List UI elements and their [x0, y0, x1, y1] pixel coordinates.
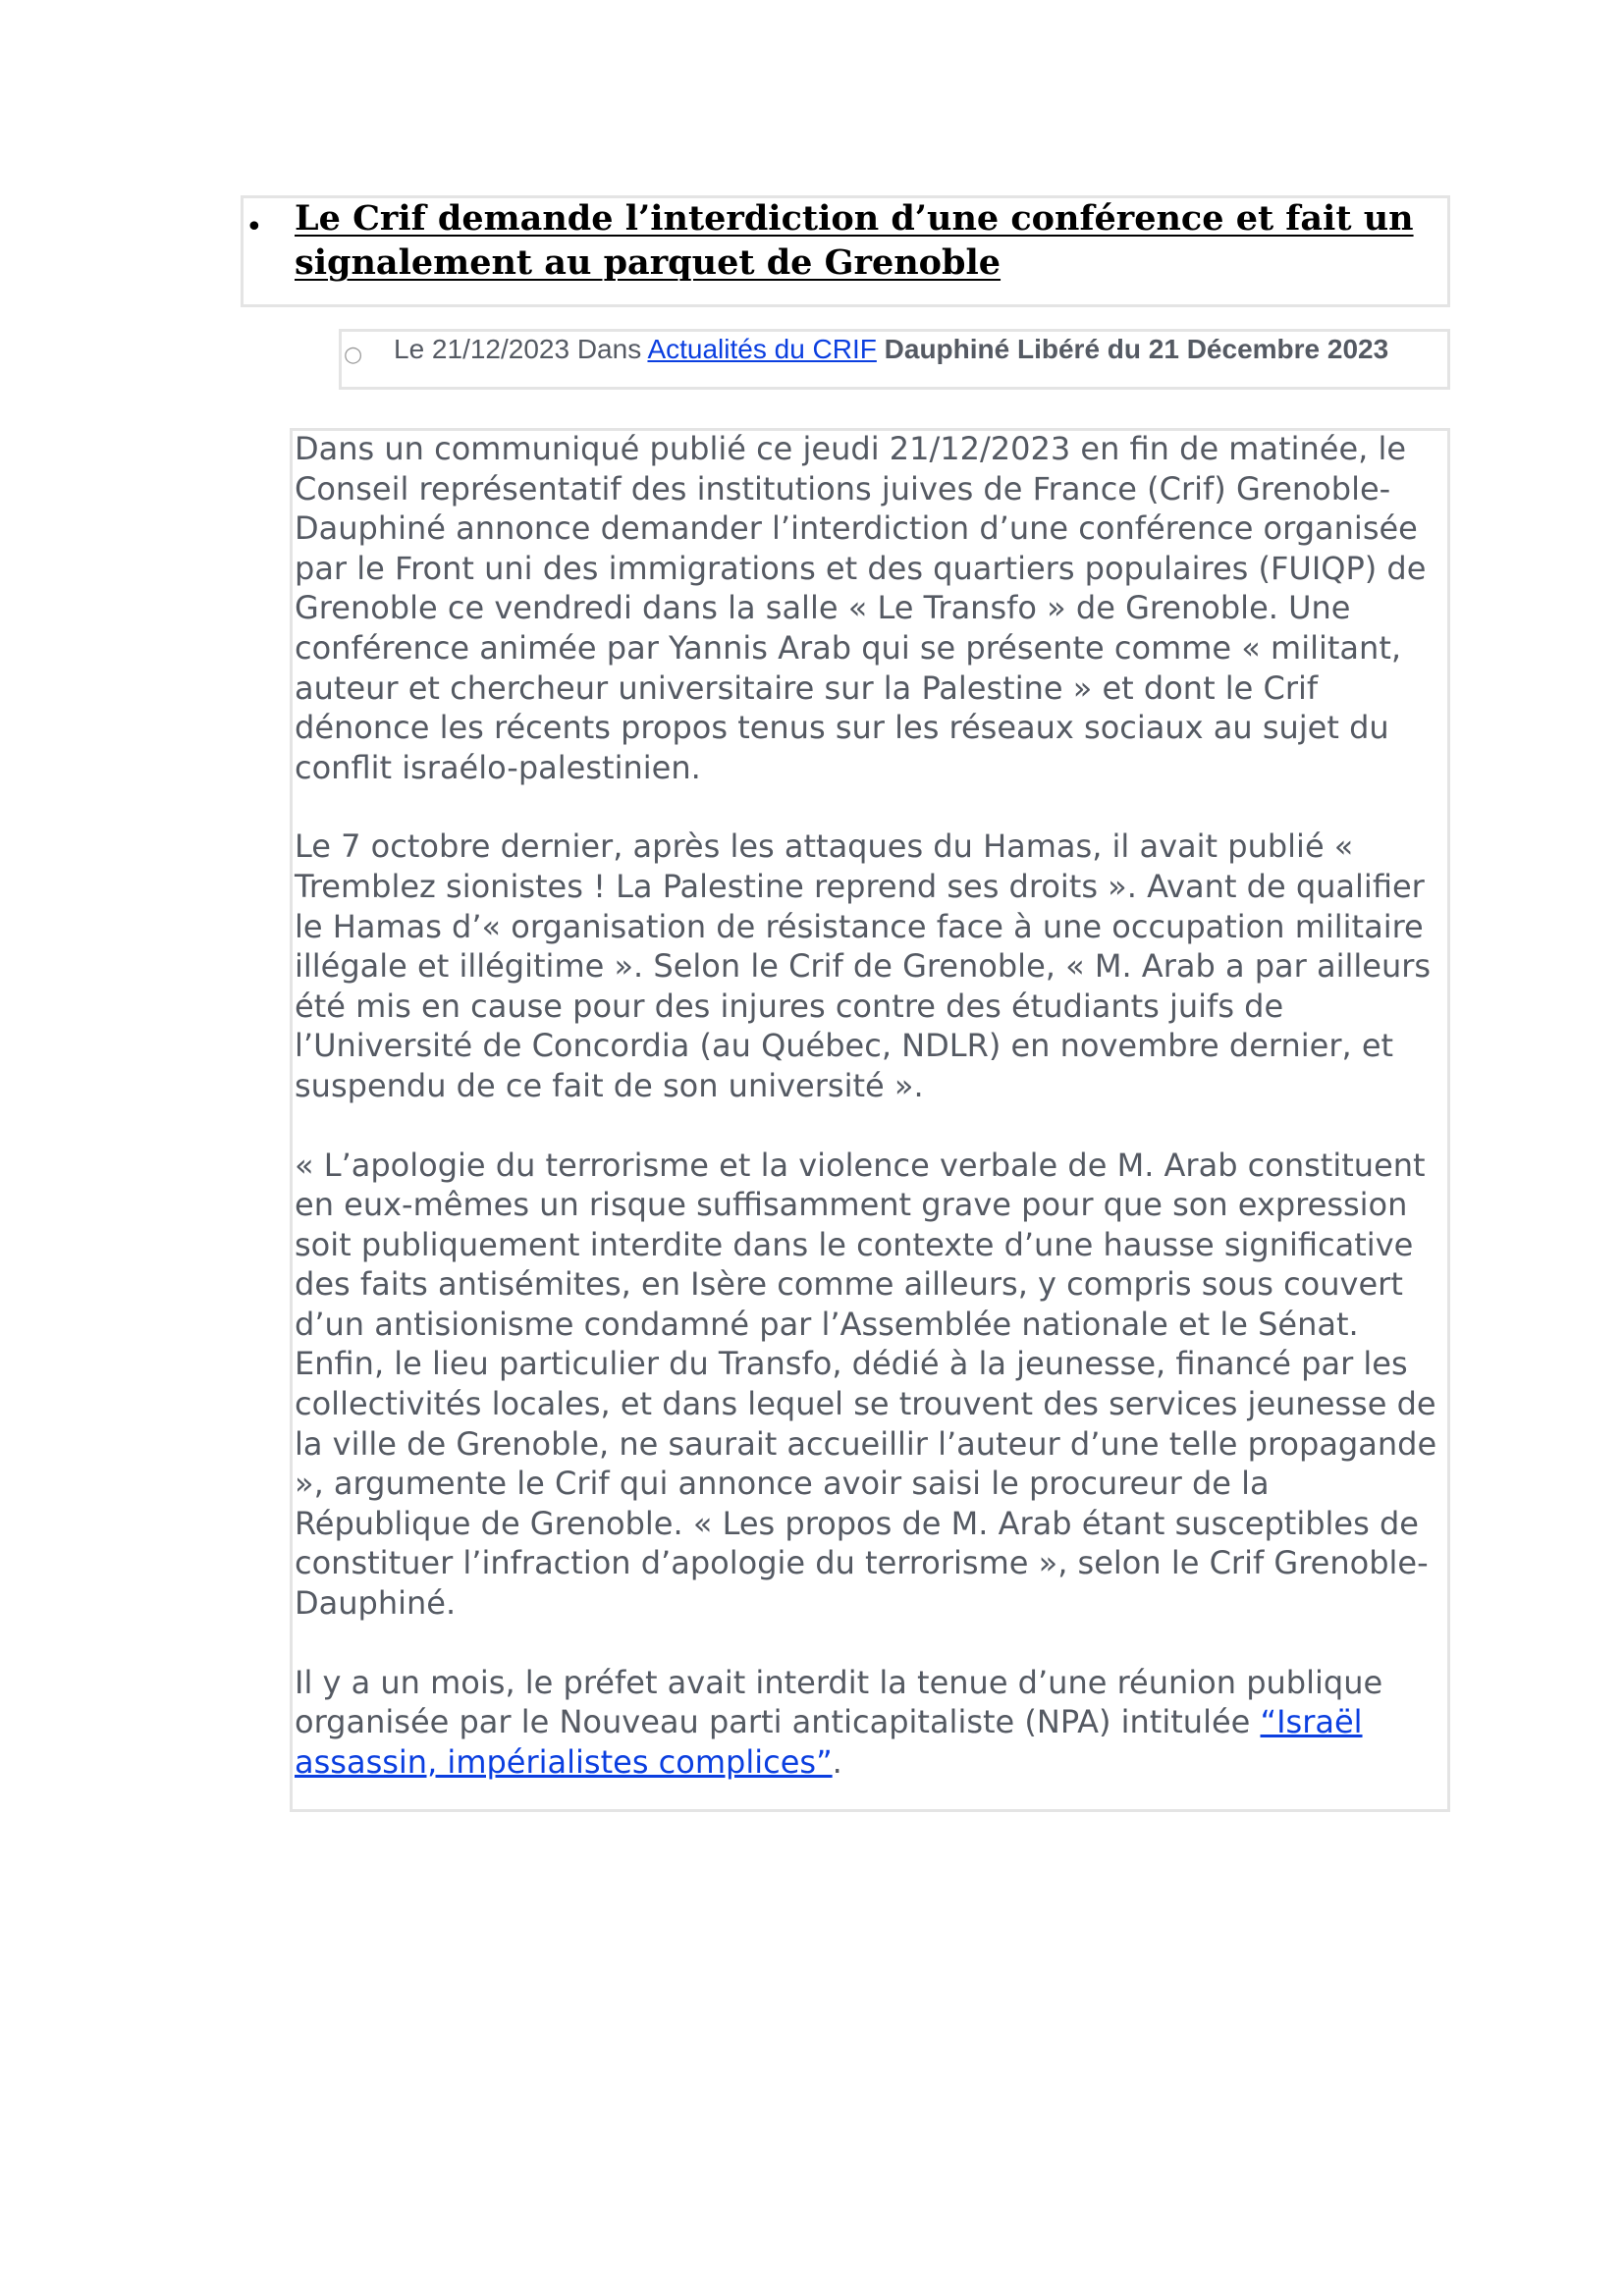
article-paragraph-4 — [295, 1663, 1445, 1783]
npa-meeting-link[interactable]: “Israël assassin, impérialistes complices” — [295, 1703, 1363, 1781]
meta-source: Dauphiné Libéré du 21 Décembre 2023 — [884, 334, 1389, 364]
meta-bullet: ○ — [344, 343, 363, 367]
article-paragraph-1: Dans un communiqué publié ce jeudi 21/12/2023 en fin de matinée, le Conseil représentatif des institutions juives de France (Crif) Grenoble-Dauphiné annonce demander l’interdiction d’une conférence organisée par le Front uni des immigrations et des quartiers populaires (FUIQP) de Grenoble ce vendredi dans la salle « Le Transfo » de Grenoble. Une conférence animée par Yannis Arab qui se présente comme « militant, auteur et chercheur universitaire sur la Palestine » et dont le Crif dénonce les récents propos tenus sur les réseaux sociaux au sujet du conflit israélo-palestinien. — [295, 430, 1427, 786]
headline-bullet: • — [245, 210, 263, 244]
article-paragraph-3: « L’apologie du terrorisme et la violence verbale de M. Arab constituent en eux-mêmes un risque suffisamment grave pour que son expression soit publiquement interdite dans le contexte d’une hausse significative des faits antisémites, en Isère comme ailleurs, y compris sous couvert d’un antisionisme condamné par l’Assemblée nationale et le Sénat. Enfin, le lieu particulier du Transfo, dédié à la jeunesse, financé par les collectivités locales, et dans lequel se trouvent des services jeunesse de la ville de Grenoble, ne saurait accueillir l’auteur d’une telle propagande », argumente le Crif qui annonce avoir saisi le procureur de la République de Grenoble. « Les propos de M. Arab étant susceptibles de constituer l’infraction d’apologie du terrorisme », selon le Crif Grenoble-Dauphiné. — [295, 1146, 1437, 1623]
headline-link[interactable]: Le Crif demande l’interdiction d’une conférence et fait un signalement au parquet de Grenoble — [295, 198, 1414, 283]
article-paragraph-4-text: Il y a un mois, le préfet avait interdit la tenue d’une réunion publique organisée par le Nouveau parti anticapitaliste (NPA) intitulée — [295, 1663, 1383, 1741]
meta-date: Le 21/12/2023 Dans — [394, 334, 648, 364]
article-paragraph-2: Le 7 octobre dernier, après les attaques du Hamas, il avait publié « Tremblez sionistes ! La Palestine reprend ses droits ». Avant de qualifier le Hamas d’« organisation de résistance face à une occupation militaire illégale et illégitime ». Selon le Crif de Grenoble, « M. Arab a par ailleurs été mis en cause pour des injures contre des étudiants juifs de l’Université de Concordia (au Québec, NDLR) en novembre dernier, et suspendu de ce fait de son université ». — [295, 828, 1432, 1104]
article-body — [295, 429, 1445, 1821]
category-link[interactable]: Actualités du CRIF — [647, 334, 877, 364]
meta-line — [394, 330, 1444, 369]
article-paragraph-4-end: . — [832, 1742, 842, 1781]
